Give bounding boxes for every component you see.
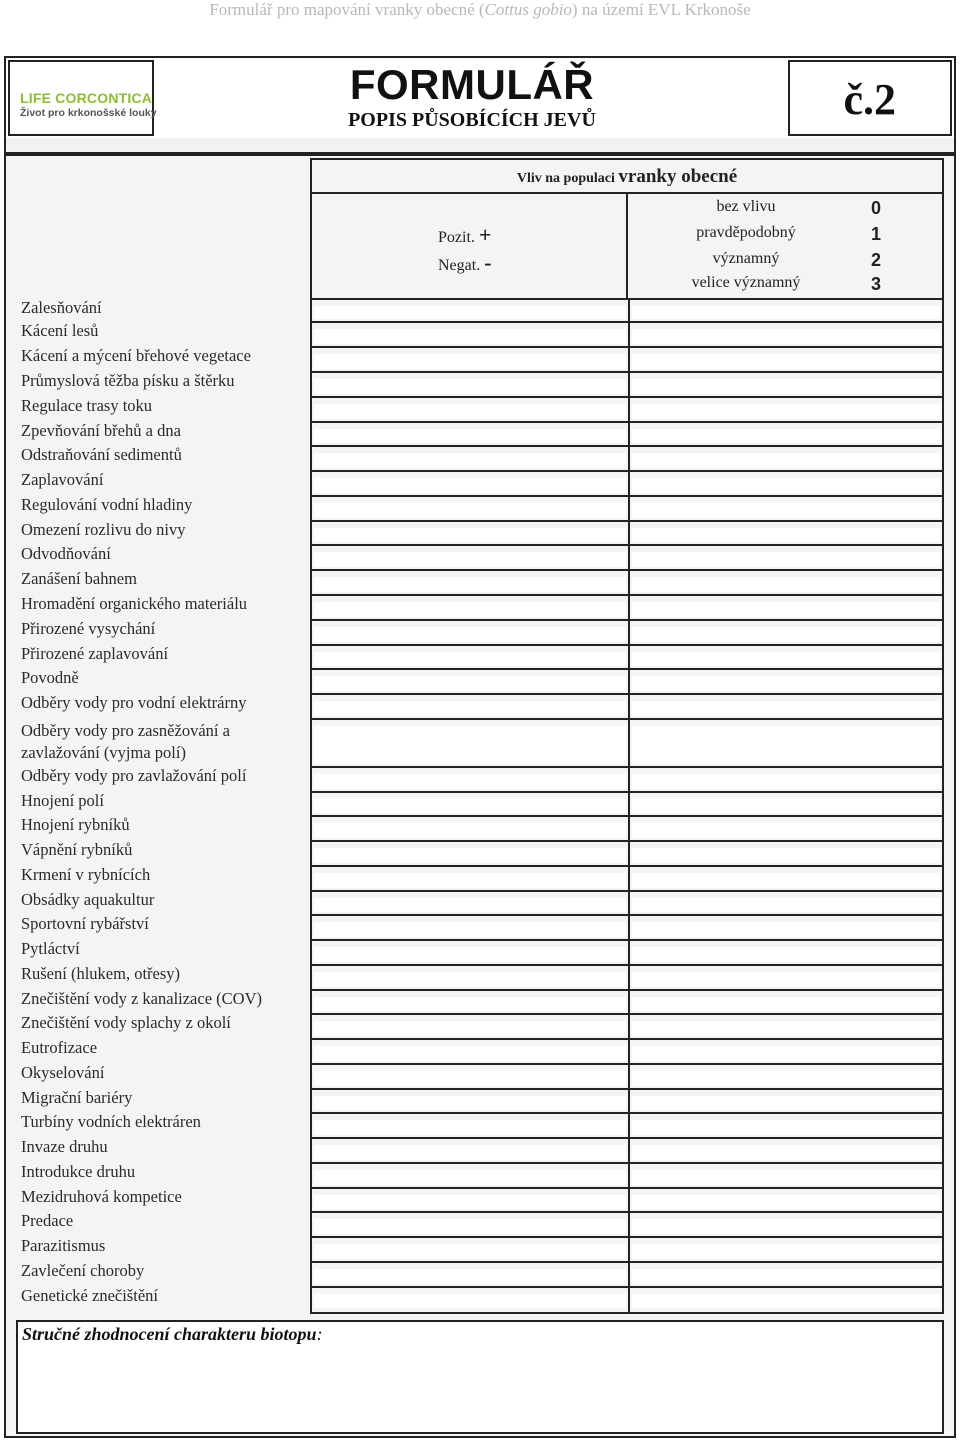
scale-value: 0 — [870, 198, 881, 218]
impact-header-species: vranky obecné — [618, 166, 738, 187]
grid-column-divider — [628, 298, 630, 1312]
direction-cell[interactable] — [314, 774, 626, 789]
significance-cell[interactable] — [632, 898, 940, 912]
phenomenon-label: Přirozené zaplavování — [21, 644, 169, 663]
direction-cell[interactable] — [314, 354, 626, 369]
minus-icon: - — [484, 250, 492, 275]
significance-cell[interactable] — [632, 306, 940, 319]
significance-cell[interactable] — [632, 676, 940, 691]
phenomenon-label: Zaplavování — [21, 470, 104, 489]
direction-cell[interactable] — [314, 602, 626, 617]
row-separator — [312, 964, 942, 966]
phenomenon-label: Pytláctví — [21, 939, 80, 958]
row-separator — [312, 1013, 942, 1015]
phenomenon-label: Znečištění vody z kanalizace (COV) — [21, 989, 262, 1008]
phenomenon-label: Hnojení polí — [21, 791, 104, 810]
direction-cell[interactable] — [314, 799, 626, 813]
phenomenon-label: Obsádky aquakultur — [21, 890, 155, 909]
direction-cell[interactable] — [314, 823, 626, 838]
logo-tagline: Život pro krkonošské louky — [20, 107, 157, 119]
significance-cell[interactable] — [632, 823, 940, 838]
phenomenon-label: Migrační bariéry — [21, 1088, 133, 1107]
direction-cell[interactable] — [314, 1120, 626, 1135]
row-separator — [312, 1261, 942, 1263]
significance-cell[interactable] — [632, 774, 940, 789]
significance-cell[interactable] — [632, 1046, 940, 1061]
row-separator — [312, 668, 942, 670]
scale-label: velice významný — [691, 274, 801, 291]
plus-icon: + — [478, 222, 492, 247]
impact-legend — [310, 194, 944, 298]
significance-cell[interactable] — [632, 1120, 940, 1135]
phenomenon-label: Kácení lesů — [21, 321, 99, 340]
impact-header-small: Vliv na populaci — [516, 171, 615, 186]
significance-cell[interactable] — [632, 429, 940, 443]
phenomenon-label: Přirozené vysychání — [21, 619, 156, 638]
phenomenon-label: Introdukce druhu — [21, 1162, 136, 1181]
negative-label: Negat. — [438, 257, 481, 274]
scale-row — [628, 250, 944, 274]
significance-cell[interactable] — [632, 1244, 940, 1259]
direction-cell[interactable] — [314, 1244, 626, 1259]
direction-cell[interactable] — [314, 478, 626, 493]
significance-cell[interactable] — [632, 577, 940, 592]
row-separator — [312, 619, 942, 621]
direction-cell[interactable] — [314, 429, 626, 443]
phenomenon-label: Odběry vody pro vodní elektrárny — [21, 693, 247, 712]
row-separator — [312, 865, 942, 867]
row-separator — [312, 321, 942, 323]
row-separator — [312, 470, 942, 472]
scale-value: 2 — [870, 250, 881, 270]
grid-top-line — [312, 298, 942, 300]
phenomenon-label: Invaze druhu — [21, 1137, 108, 1156]
direction-cell[interactable] — [314, 552, 626, 567]
direction-cell[interactable] — [314, 701, 626, 716]
significance-cell[interactable] — [632, 329, 940, 344]
row-separator — [312, 346, 942, 348]
direction-cell[interactable] — [314, 1046, 626, 1061]
header-suffix: ) na území EVL Krkonoše — [571, 0, 751, 19]
significance-cell[interactable] — [632, 503, 940, 518]
scale-value: 3 — [870, 274, 881, 294]
row-separator — [312, 693, 942, 695]
phenomenon-label: Krmení v rybnících — [21, 865, 151, 884]
row-separator — [312, 1112, 942, 1114]
scale-label: bez vlivu — [716, 198, 776, 215]
form-title: FORMULÁŘ — [349, 61, 595, 108]
phenomenon-label: Hnojení rybníků — [21, 815, 130, 834]
phenomenon-label: Mezidruhová kompetice — [21, 1187, 182, 1206]
row-separator — [312, 1236, 942, 1238]
row-separator — [312, 815, 942, 817]
direction-legend — [310, 194, 628, 298]
significance-cell[interactable] — [632, 947, 940, 962]
header-species-latin: Cottus gobio — [484, 0, 572, 19]
direction-cell[interactable] — [314, 379, 626, 394]
significance-cell[interactable] — [632, 726, 940, 764]
significance-cell[interactable] — [632, 652, 940, 666]
significance-cell[interactable] — [632, 873, 940, 888]
phenomenon-label: Eutrofizace — [21, 1038, 98, 1057]
row-separator — [312, 569, 942, 571]
phenomenon-label: Hromadění organického materiálu — [21, 594, 248, 613]
phenomenon-label: Odběry vody pro zavlažování polí — [21, 766, 247, 785]
direction-cell[interactable] — [314, 329, 626, 344]
significance-cell[interactable] — [632, 997, 940, 1011]
significance-cell[interactable] — [632, 701, 940, 716]
phenomenon-label: Odstraňování sedimentů — [21, 445, 182, 464]
significance-cell[interactable] — [632, 404, 940, 419]
significance-cell[interactable] — [632, 972, 940, 987]
significance-cell[interactable] — [632, 799, 940, 813]
significance-cell[interactable] — [632, 379, 940, 394]
significance-cell[interactable] — [632, 552, 940, 567]
phenomenon-label: Turbíny vodních elektráren — [21, 1112, 201, 1131]
direction-cell[interactable] — [314, 652, 626, 666]
direction-cell[interactable] — [314, 922, 626, 937]
significance-cell[interactable] — [632, 1096, 940, 1110]
significance-cell[interactable] — [632, 1195, 940, 1209]
assessment-grid — [310, 298, 944, 1314]
row-separator — [312, 421, 942, 423]
phenomenon-label: Povodně — [21, 668, 79, 687]
header-prefix: Formulář pro mapování vranky obecné ( — [209, 0, 485, 19]
direction-cell[interactable] — [314, 1021, 626, 1036]
significance-cell[interactable] — [632, 922, 940, 937]
row-separator — [312, 1187, 942, 1189]
row-separator — [312, 520, 942, 522]
direction-cell[interactable] — [314, 1145, 626, 1160]
significance-cell[interactable] — [632, 848, 940, 863]
title-bottom-strip — [4, 138, 956, 154]
direction-cell[interactable] — [314, 947, 626, 962]
direction-cell[interactable] — [314, 1096, 626, 1110]
row-separator — [312, 1063, 942, 1065]
row-separator — [312, 644, 942, 646]
phenomenon-label: Zavlečení choroby — [21, 1261, 145, 1280]
significance-cell[interactable] — [632, 453, 940, 468]
phenomenon-label: Regulace trasy toku — [21, 396, 153, 415]
scale-row — [628, 198, 944, 222]
direction-cell[interactable] — [314, 306, 626, 319]
phenomenon-label: Rušení (hlukem, otřesy) — [21, 964, 181, 983]
significance-cell[interactable] — [632, 354, 940, 369]
significance-cell[interactable] — [632, 1071, 940, 1086]
significance-cell[interactable] — [632, 478, 940, 493]
phenomenon-label: Vápnění rybníků — [21, 840, 133, 859]
direction-cell[interactable] — [314, 898, 626, 912]
row-separator — [312, 890, 942, 892]
significance-cell[interactable] — [632, 1145, 940, 1160]
direction-cell[interactable] — [314, 1195, 626, 1209]
direction-cell[interactable] — [314, 848, 626, 863]
direction-cell[interactable] — [314, 726, 626, 764]
phenomenon-label: Zpevňování břehů a dna — [21, 421, 181, 440]
title-block — [4, 56, 956, 140]
phenomenon-label: Sportovní rybářství — [21, 914, 149, 933]
significance-cell[interactable] — [632, 528, 940, 542]
row-separator — [312, 1286, 942, 1288]
phenomenon-label: Zanášení bahnem — [21, 569, 137, 588]
direction-cell[interactable] — [314, 1294, 626, 1308]
row-separator — [312, 989, 942, 991]
scale-label: pravděpodobný — [696, 224, 796, 241]
row-separator — [312, 791, 942, 793]
phenomenon-label: Průmyslová těžba písku a štěrku — [21, 371, 235, 390]
impact-header — [310, 158, 944, 194]
row-separator — [312, 445, 942, 447]
row-separator — [312, 766, 942, 768]
document-header — [0, 0, 960, 22]
phenomenon-label: Parazitismus — [21, 1236, 106, 1255]
form-number: č.2 — [788, 60, 952, 136]
positive-legend — [438, 222, 491, 248]
phenomenon-label: Regulování vodní hladiny — [21, 495, 193, 514]
title-cell — [156, 60, 788, 136]
phenomenon-label: Zalesňování — [21, 298, 102, 317]
direction-cell[interactable] — [314, 1219, 626, 1234]
significance-cell[interactable] — [632, 627, 940, 642]
summary-label — [22, 1324, 323, 1345]
row-separator — [312, 495, 942, 497]
significance-cell[interactable] — [632, 1170, 940, 1185]
phenomenon-label: Predace — [21, 1211, 74, 1230]
phenomenon-label: Genetické znečištění — [21, 1286, 158, 1305]
scale-label: významný — [712, 250, 780, 267]
direction-cell[interactable] — [314, 997, 626, 1011]
significance-cell[interactable] — [632, 602, 940, 617]
negative-legend — [438, 250, 492, 276]
significance-cell[interactable] — [632, 1021, 940, 1036]
row-separator — [312, 371, 942, 373]
direction-cell[interactable] — [314, 577, 626, 592]
direction-cell[interactable] — [314, 453, 626, 468]
row-separator — [312, 1088, 942, 1090]
significance-cell[interactable] — [632, 1269, 940, 1284]
row-separator — [312, 1137, 942, 1139]
phenomenon-label: Okyselování — [21, 1063, 105, 1082]
direction-cell[interactable] — [314, 627, 626, 642]
phenomenon-label: Odběry vody pro zasněžování a zavlažování (vyjma polí) — [21, 721, 230, 762]
direction-cell[interactable] — [314, 1170, 626, 1185]
phenomenon-label: Odvodňování — [21, 544, 111, 563]
significance-cell[interactable] — [632, 1294, 940, 1308]
direction-cell[interactable] — [314, 873, 626, 888]
scale-row — [628, 274, 944, 298]
row-separator — [312, 1211, 942, 1213]
scale-legend — [626, 194, 944, 298]
direction-cell[interactable] — [314, 528, 626, 542]
summary-box[interactable] — [16, 1320, 944, 1434]
logo — [8, 60, 157, 136]
row-separator — [312, 396, 942, 398]
logo-brand: LIFE CORCONTICA — [20, 90, 153, 106]
direction-cell[interactable] — [314, 503, 626, 518]
direction-cell[interactable] — [314, 1071, 626, 1086]
significance-cell[interactable] — [632, 1219, 940, 1234]
row-separator — [312, 594, 942, 596]
phenomenon-label: Kácení a mýcení břehové vegetace — [21, 346, 251, 365]
summary-colon: : — [316, 1324, 323, 1344]
row-separator — [312, 840, 942, 842]
direction-cell[interactable] — [314, 404, 626, 419]
row-separator — [312, 939, 942, 941]
row-separator — [312, 1038, 942, 1040]
row-separator — [312, 544, 942, 546]
direction-cell[interactable] — [314, 676, 626, 691]
direction-cell[interactable] — [314, 972, 626, 987]
direction-cell[interactable] — [314, 1269, 626, 1284]
row-separator — [312, 1162, 942, 1164]
scale-value: 1 — [870, 224, 881, 244]
row-separator — [312, 718, 942, 720]
phenomenon-label: Omezení rozlivu do nivy — [21, 520, 186, 539]
form-subtitle: POPIS PŮSOBÍCÍCH JEVŮ — [348, 109, 596, 131]
row-separator — [312, 914, 942, 916]
scale-row — [628, 224, 944, 248]
summary-title: Stručné zhodnocení charakteru biotopu — [22, 1324, 317, 1344]
positive-label: Pozit. — [438, 229, 475, 246]
phenomenon-label: Znečištění vody splachy z okolí — [21, 1013, 231, 1032]
